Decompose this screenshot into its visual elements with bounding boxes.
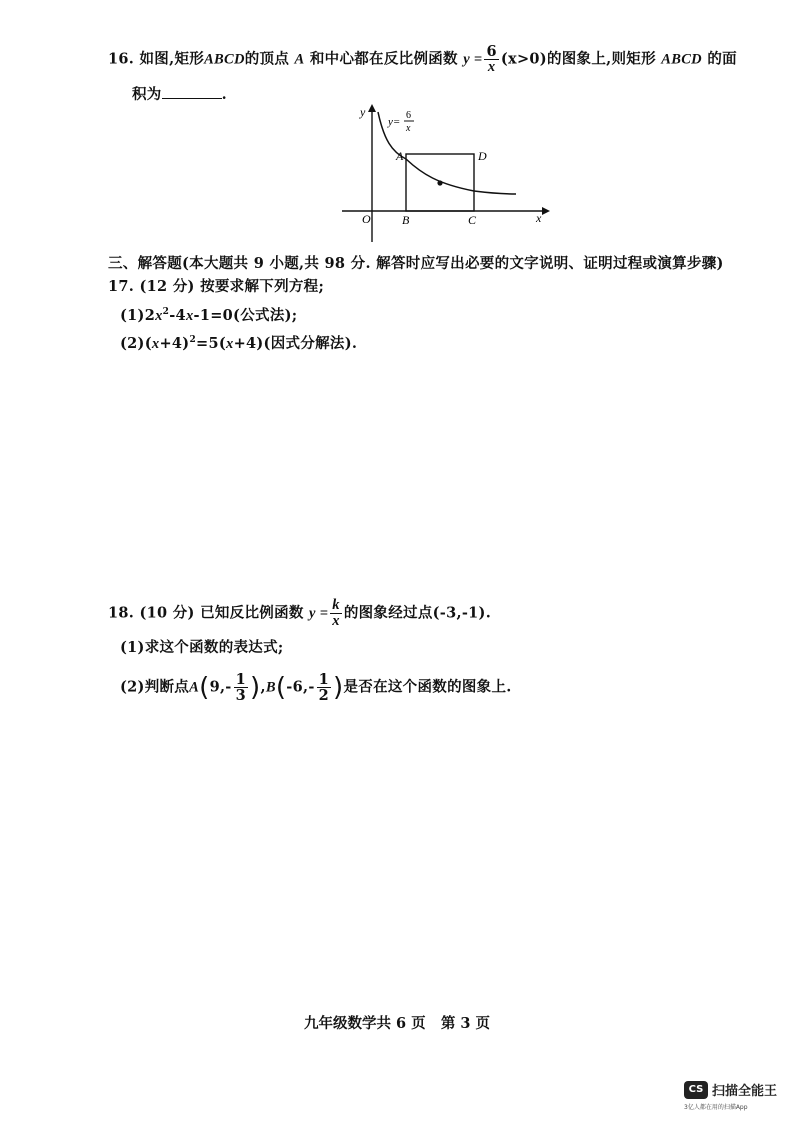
page-footer: 九年级数学共 6 页 第 3 页 — [303, 1015, 490, 1032]
curve-label-den: x — [406, 123, 411, 134]
curve-label-num: 6 — [406, 110, 411, 121]
question-16-line2 — [132, 84, 227, 105]
q18-paren-close-b: ) — [333, 672, 344, 703]
q16-fraction — [484, 44, 498, 75]
cs-logo-icon: CS — [684, 1081, 708, 1099]
q16-answer-blank[interactable] — [162, 84, 222, 99]
question-18-header — [108, 598, 491, 629]
q17-p2-c: +4) — [159, 334, 190, 352]
q18-b-den: 2 — [318, 687, 330, 704]
label-x: x — [536, 211, 542, 225]
q16-end: . — [221, 86, 227, 103]
label-b: B — [402, 213, 410, 227]
q18-a-fraction — [234, 672, 248, 703]
q16-text-b: 的顶点 — [244, 50, 290, 68]
q17-p1-x: x — [155, 307, 163, 324]
q18-header-a: 18. (10 分) 已知反比例函数 — [108, 604, 304, 622]
q18-paren-open-b: ( — [275, 672, 287, 703]
q16-abcd: ABCD — [204, 51, 245, 68]
q17-p2-x2: x — [226, 335, 234, 352]
q17-p1-c: -4 — [169, 306, 186, 324]
question-17-part2 — [120, 330, 357, 354]
question-18-part2: (2)判断点A(9,- $\frac{1}{3}$ ),B(-6,- $\frac{1}{2}$ )是否在这个函数的图象上. — [120, 671, 512, 704]
q18-fraction — [330, 598, 342, 629]
q16-condition: (x>0) — [500, 50, 547, 68]
question-17-header: 17. (12 分) 按要求解下列方程; — [108, 278, 325, 295]
section-3-title: 三、解答题 — [108, 255, 182, 272]
question-18-part1: (1)求这个函数的表达式; — [120, 639, 284, 656]
section-3-heading — [108, 254, 724, 274]
x-axis-arrow — [542, 207, 550, 215]
section-3-desc: (本大题共 9 小题,共 98 分. 解答时应写出必要的文字说明、证明过程或演算步骤) — [182, 255, 724, 272]
q18-a-den: 3 — [235, 687, 247, 704]
q17-p2-x: x — [151, 335, 160, 352]
q17-p2-a: (2)( — [120, 334, 152, 352]
q18-header-b: 的图象经过点(-3,-1). — [343, 604, 492, 622]
q16-text-d: 的图象上,则矩形 — [546, 50, 656, 68]
y-axis-arrow — [368, 104, 376, 112]
q18-y-eq: y = — [309, 605, 329, 622]
q16-abcd-2: ABCD — [661, 51, 702, 68]
watermark-name: 扫描全能王 — [712, 1084, 778, 1099]
q16-text-e: 的面 — [707, 50, 737, 68]
center-point — [437, 180, 442, 185]
question-17-part1 — [120, 302, 297, 326]
q17-p2-d: =5( — [196, 334, 226, 352]
q16-frac-den: x — [487, 59, 496, 75]
watermark-tagline: 3亿人都在用的扫描App — [684, 1104, 748, 1111]
label-c: C — [468, 213, 477, 227]
q18-p2-end: 是否在这个函数的图象上. — [343, 678, 512, 696]
q18-a-num: 1 — [235, 671, 247, 688]
q18-frac-den: x — [332, 613, 340, 629]
q16-frac-num: 6 — [486, 43, 497, 60]
q16-line2: 积为 — [132, 86, 162, 103]
q18-b-fraction — [317, 672, 331, 703]
q18-frac-num: k — [332, 597, 340, 613]
question-16-line1 — [108, 44, 737, 75]
label-d: D — [478, 149, 487, 163]
q18-p2-a: (2)判断点 — [120, 678, 190, 696]
q18-paren-close-a: ) — [250, 672, 261, 703]
q17-p1-a: (1)2 — [120, 306, 156, 324]
curve-label-y: y= — [388, 116, 401, 128]
q18-a-coords: 9,- — [209, 678, 232, 696]
q18-point-b: B — [265, 679, 276, 696]
q18-b-num: 1 — [318, 671, 330, 688]
q17-p2-f: +4)(因式分解法). — [233, 334, 358, 352]
q17-p1-x2: x — [185, 307, 194, 324]
scanner-watermark — [684, 1080, 788, 1111]
q16-figure — [330, 100, 560, 245]
q18-point-a: A — [189, 679, 200, 696]
q18-b-coords: -6,- — [286, 678, 315, 696]
label-origin: O — [362, 212, 371, 226]
label-y: y — [360, 105, 366, 119]
q16-number: 16. — [108, 50, 135, 68]
q16-text-a: 如图,矩形 — [139, 50, 205, 68]
label-a: A — [396, 149, 404, 163]
q17-p2-sup: 2 — [189, 335, 196, 345]
q17-p1-sup: 2 — [162, 307, 170, 317]
q18-paren-open-a: ( — [199, 672, 210, 703]
q16-text-c: 和中心都在反比例函数 — [309, 50, 458, 68]
q16-y-eq: y = — [463, 51, 483, 68]
q17-p1-e: -1=0(公式法); — [193, 306, 298, 324]
q16-point-a: A — [294, 51, 305, 68]
